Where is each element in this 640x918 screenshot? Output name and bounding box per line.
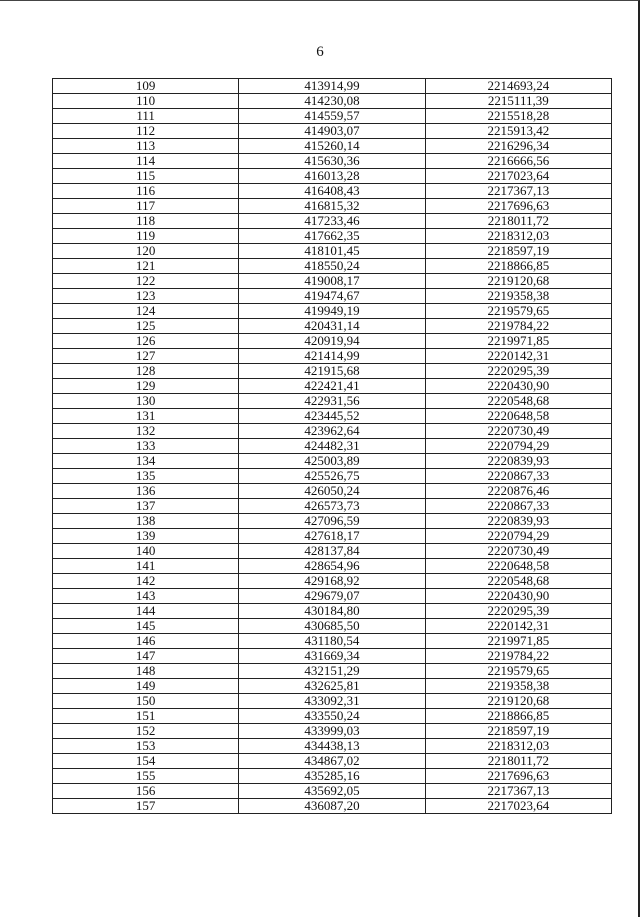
x-coordinate-cell: 435692,05 bbox=[239, 784, 425, 799]
y-coordinate-cell: 2220648,58 bbox=[425, 409, 611, 424]
y-coordinate-cell: 2219120,68 bbox=[425, 694, 611, 709]
y-coordinate-cell: 2219358,38 bbox=[425, 679, 611, 694]
point-number-cell: 114 bbox=[53, 154, 239, 169]
x-coordinate-cell: 418550,24 bbox=[239, 259, 425, 274]
x-coordinate-cell: 421915,68 bbox=[239, 364, 425, 379]
y-coordinate-cell: 2218597,19 bbox=[425, 724, 611, 739]
x-coordinate-cell: 435285,16 bbox=[239, 769, 425, 784]
table-row bbox=[53, 484, 612, 499]
x-coordinate-cell: 432625,81 bbox=[239, 679, 425, 694]
point-number-cell: 149 bbox=[53, 679, 239, 694]
y-coordinate-cell: 2220730,49 bbox=[425, 424, 611, 439]
point-number-cell: 141 bbox=[53, 559, 239, 574]
table-row bbox=[53, 244, 612, 259]
table-row bbox=[53, 754, 612, 769]
y-coordinate-cell: 2215518,28 bbox=[425, 109, 611, 124]
y-coordinate-cell: 2219358,38 bbox=[425, 289, 611, 304]
table-row bbox=[53, 469, 612, 484]
x-coordinate-cell: 433550,24 bbox=[239, 709, 425, 724]
table-row bbox=[53, 154, 612, 169]
x-coordinate-cell: 422931,56 bbox=[239, 394, 425, 409]
point-number-cell: 109 bbox=[53, 79, 239, 94]
y-coordinate-cell: 2218312,03 bbox=[425, 229, 611, 244]
point-number-cell: 138 bbox=[53, 514, 239, 529]
y-coordinate-cell: 2217367,13 bbox=[425, 184, 611, 199]
table-row bbox=[53, 184, 612, 199]
y-coordinate-cell: 2219784,22 bbox=[425, 319, 611, 334]
point-number-cell: 142 bbox=[53, 574, 239, 589]
y-coordinate-cell: 2220839,93 bbox=[425, 514, 611, 529]
x-coordinate-cell: 428137,84 bbox=[239, 544, 425, 559]
table-row bbox=[53, 79, 612, 94]
x-coordinate-cell: 436087,20 bbox=[239, 799, 425, 814]
y-coordinate-cell: 2220142,31 bbox=[425, 349, 611, 364]
point-number-cell: 113 bbox=[53, 139, 239, 154]
x-coordinate-cell: 419474,67 bbox=[239, 289, 425, 304]
table-row bbox=[53, 559, 612, 574]
x-coordinate-cell: 434867,02 bbox=[239, 754, 425, 769]
y-coordinate-cell: 2220295,39 bbox=[425, 364, 611, 379]
table-row bbox=[53, 319, 612, 334]
table-row bbox=[53, 124, 612, 139]
y-coordinate-cell: 2219120,68 bbox=[425, 274, 611, 289]
point-number-cell: 110 bbox=[53, 94, 239, 109]
x-coordinate-cell: 434438,13 bbox=[239, 739, 425, 754]
point-number-cell: 135 bbox=[53, 469, 239, 484]
x-coordinate-cell: 422421,41 bbox=[239, 379, 425, 394]
table-row bbox=[53, 199, 612, 214]
point-number-cell: 157 bbox=[53, 799, 239, 814]
point-number-cell: 116 bbox=[53, 184, 239, 199]
x-coordinate-cell: 431180,54 bbox=[239, 634, 425, 649]
y-coordinate-cell: 2220430,90 bbox=[425, 589, 611, 604]
y-coordinate-cell: 2217696,63 bbox=[425, 199, 611, 214]
y-coordinate-cell: 2216296,34 bbox=[425, 139, 611, 154]
x-coordinate-cell: 413914,99 bbox=[239, 79, 425, 94]
y-coordinate-cell: 2220876,46 bbox=[425, 484, 611, 499]
x-coordinate-cell: 426050,24 bbox=[239, 484, 425, 499]
x-coordinate-cell: 430184,80 bbox=[239, 604, 425, 619]
y-coordinate-cell: 2220430,90 bbox=[425, 379, 611, 394]
table-row bbox=[53, 514, 612, 529]
y-coordinate-cell: 2218011,72 bbox=[425, 754, 611, 769]
x-coordinate-cell: 425526,75 bbox=[239, 469, 425, 484]
table-row bbox=[53, 334, 612, 349]
y-coordinate-cell: 2220730,49 bbox=[425, 544, 611, 559]
x-coordinate-cell: 423445,52 bbox=[239, 409, 425, 424]
x-coordinate-cell: 415630,36 bbox=[239, 154, 425, 169]
point-number-cell: 122 bbox=[53, 274, 239, 289]
table-row bbox=[53, 694, 612, 709]
x-coordinate-cell: 428654,96 bbox=[239, 559, 425, 574]
y-coordinate-cell: 2216666,56 bbox=[425, 154, 611, 169]
x-coordinate-cell: 416815,32 bbox=[239, 199, 425, 214]
y-coordinate-cell: 2219579,65 bbox=[425, 304, 611, 319]
table-row bbox=[53, 679, 612, 694]
x-coordinate-cell: 420431,14 bbox=[239, 319, 425, 334]
y-coordinate-cell: 2218312,03 bbox=[425, 739, 611, 754]
point-number-cell: 126 bbox=[53, 334, 239, 349]
y-coordinate-cell: 2218866,85 bbox=[425, 259, 611, 274]
x-coordinate-cell: 424482,31 bbox=[239, 439, 425, 454]
point-number-cell: 151 bbox=[53, 709, 239, 724]
y-coordinate-cell: 2220295,39 bbox=[425, 604, 611, 619]
point-number-cell: 128 bbox=[53, 364, 239, 379]
table-row bbox=[53, 259, 612, 274]
table-row bbox=[53, 664, 612, 679]
table-row bbox=[53, 769, 612, 784]
table-row bbox=[53, 544, 612, 559]
table-row bbox=[53, 409, 612, 424]
table-row bbox=[53, 454, 612, 469]
point-number-cell: 145 bbox=[53, 619, 239, 634]
point-number-cell: 153 bbox=[53, 739, 239, 754]
point-number-cell: 134 bbox=[53, 454, 239, 469]
y-coordinate-cell: 2218597,19 bbox=[425, 244, 611, 259]
y-coordinate-cell: 2220548,68 bbox=[425, 574, 611, 589]
table-row bbox=[53, 424, 612, 439]
point-number-cell: 143 bbox=[53, 589, 239, 604]
x-coordinate-cell: 426573,73 bbox=[239, 499, 425, 514]
x-coordinate-cell: 414903,07 bbox=[239, 124, 425, 139]
point-number-cell: 121 bbox=[53, 259, 239, 274]
x-coordinate-cell: 429679,07 bbox=[239, 589, 425, 604]
point-number-cell: 120 bbox=[53, 244, 239, 259]
table-row bbox=[53, 439, 612, 454]
point-number-cell: 147 bbox=[53, 649, 239, 664]
x-coordinate-cell: 433999,03 bbox=[239, 724, 425, 739]
table-row bbox=[53, 229, 612, 244]
table-row bbox=[53, 574, 612, 589]
y-coordinate-cell: 2219971,85 bbox=[425, 334, 611, 349]
y-coordinate-cell: 2220648,58 bbox=[425, 559, 611, 574]
table-row bbox=[53, 799, 612, 814]
x-coordinate-cell: 433092,31 bbox=[239, 694, 425, 709]
point-number-cell: 136 bbox=[53, 484, 239, 499]
coordinates-table-body bbox=[53, 79, 612, 814]
x-coordinate-cell: 429168,92 bbox=[239, 574, 425, 589]
y-coordinate-cell: 2218866,85 bbox=[425, 709, 611, 724]
table-row bbox=[53, 394, 612, 409]
x-coordinate-cell: 423962,64 bbox=[239, 424, 425, 439]
table-row bbox=[53, 739, 612, 754]
coordinates-table bbox=[52, 78, 612, 814]
point-number-cell: 132 bbox=[53, 424, 239, 439]
table-row bbox=[53, 109, 612, 124]
point-number-cell: 124 bbox=[53, 304, 239, 319]
table-row bbox=[53, 364, 612, 379]
table-row bbox=[53, 529, 612, 544]
x-coordinate-cell: 417662,35 bbox=[239, 229, 425, 244]
x-coordinate-cell: 415260,14 bbox=[239, 139, 425, 154]
y-coordinate-cell: 2220548,68 bbox=[425, 394, 611, 409]
table-row bbox=[53, 139, 612, 154]
point-number-cell: 125 bbox=[53, 319, 239, 334]
point-number-cell: 155 bbox=[53, 769, 239, 784]
x-coordinate-cell: 420919,94 bbox=[239, 334, 425, 349]
y-coordinate-cell: 2220142,31 bbox=[425, 619, 611, 634]
x-coordinate-cell: 431669,34 bbox=[239, 649, 425, 664]
y-coordinate-cell: 2219579,65 bbox=[425, 664, 611, 679]
x-coordinate-cell: 416013,28 bbox=[239, 169, 425, 184]
x-coordinate-cell: 421414,99 bbox=[239, 349, 425, 364]
point-number-cell: 123 bbox=[53, 289, 239, 304]
table-row bbox=[53, 214, 612, 229]
x-coordinate-cell: 419008,17 bbox=[239, 274, 425, 289]
table-row bbox=[53, 379, 612, 394]
point-number-cell: 112 bbox=[53, 124, 239, 139]
x-coordinate-cell: 419949,19 bbox=[239, 304, 425, 319]
point-number-cell: 154 bbox=[53, 754, 239, 769]
table-row bbox=[53, 604, 612, 619]
point-number-cell: 144 bbox=[53, 604, 239, 619]
point-number-cell: 129 bbox=[53, 379, 239, 394]
x-coordinate-cell: 418101,45 bbox=[239, 244, 425, 259]
table-row bbox=[53, 289, 612, 304]
y-coordinate-cell: 2219971,85 bbox=[425, 634, 611, 649]
x-coordinate-cell: 416408,43 bbox=[239, 184, 425, 199]
point-number-cell: 130 bbox=[53, 394, 239, 409]
table-row bbox=[53, 304, 612, 319]
point-number-cell: 117 bbox=[53, 199, 239, 214]
point-number-cell: 146 bbox=[53, 634, 239, 649]
y-coordinate-cell: 2215913,42 bbox=[425, 124, 611, 139]
y-coordinate-cell: 2217023,64 bbox=[425, 169, 611, 184]
y-coordinate-cell: 2220794,29 bbox=[425, 529, 611, 544]
y-coordinate-cell: 2220794,29 bbox=[425, 439, 611, 454]
y-coordinate-cell: 2218011,72 bbox=[425, 214, 611, 229]
point-number-cell: 140 bbox=[53, 544, 239, 559]
point-number-cell: 137 bbox=[53, 499, 239, 514]
table-row bbox=[53, 709, 612, 724]
y-coordinate-cell: 2217696,63 bbox=[425, 769, 611, 784]
x-coordinate-cell: 425003,89 bbox=[239, 454, 425, 469]
point-number-cell: 139 bbox=[53, 529, 239, 544]
point-number-cell: 152 bbox=[53, 724, 239, 739]
y-coordinate-cell: 2220867,33 bbox=[425, 469, 611, 484]
point-number-cell: 119 bbox=[53, 229, 239, 244]
point-number-cell: 148 bbox=[53, 664, 239, 679]
table-row bbox=[53, 784, 612, 799]
x-coordinate-cell: 414230,08 bbox=[239, 94, 425, 109]
y-coordinate-cell: 2220839,93 bbox=[425, 454, 611, 469]
point-number-cell: 111 bbox=[53, 109, 239, 124]
x-coordinate-cell: 427096,59 bbox=[239, 514, 425, 529]
point-number-cell: 131 bbox=[53, 409, 239, 424]
table-row bbox=[53, 169, 612, 184]
point-number-cell: 133 bbox=[53, 439, 239, 454]
table-row bbox=[53, 94, 612, 109]
x-coordinate-cell: 427618,17 bbox=[239, 529, 425, 544]
table-row bbox=[53, 589, 612, 604]
y-coordinate-cell: 2217023,64 bbox=[425, 799, 611, 814]
table-row bbox=[53, 349, 612, 364]
table-row bbox=[53, 499, 612, 514]
x-coordinate-cell: 417233,46 bbox=[239, 214, 425, 229]
y-coordinate-cell: 2217367,13 bbox=[425, 784, 611, 799]
point-number-cell: 127 bbox=[53, 349, 239, 364]
table-row bbox=[53, 649, 612, 664]
table-row bbox=[53, 274, 612, 289]
page-number: 6 bbox=[316, 44, 324, 60]
x-coordinate-cell: 430685,50 bbox=[239, 619, 425, 634]
table-row bbox=[53, 724, 612, 739]
y-coordinate-cell: 2220867,33 bbox=[425, 499, 611, 514]
point-number-cell: 115 bbox=[53, 169, 239, 184]
point-number-cell: 156 bbox=[53, 784, 239, 799]
table-row bbox=[53, 634, 612, 649]
y-coordinate-cell: 2219784,22 bbox=[425, 649, 611, 664]
point-number-cell: 150 bbox=[53, 694, 239, 709]
point-number-cell: 118 bbox=[53, 214, 239, 229]
y-coordinate-cell: 2215111,39 bbox=[425, 94, 611, 109]
x-coordinate-cell: 414559,57 bbox=[239, 109, 425, 124]
y-coordinate-cell: 2214693,24 bbox=[425, 79, 611, 94]
table-row bbox=[53, 619, 612, 634]
x-coordinate-cell: 432151,29 bbox=[239, 664, 425, 679]
